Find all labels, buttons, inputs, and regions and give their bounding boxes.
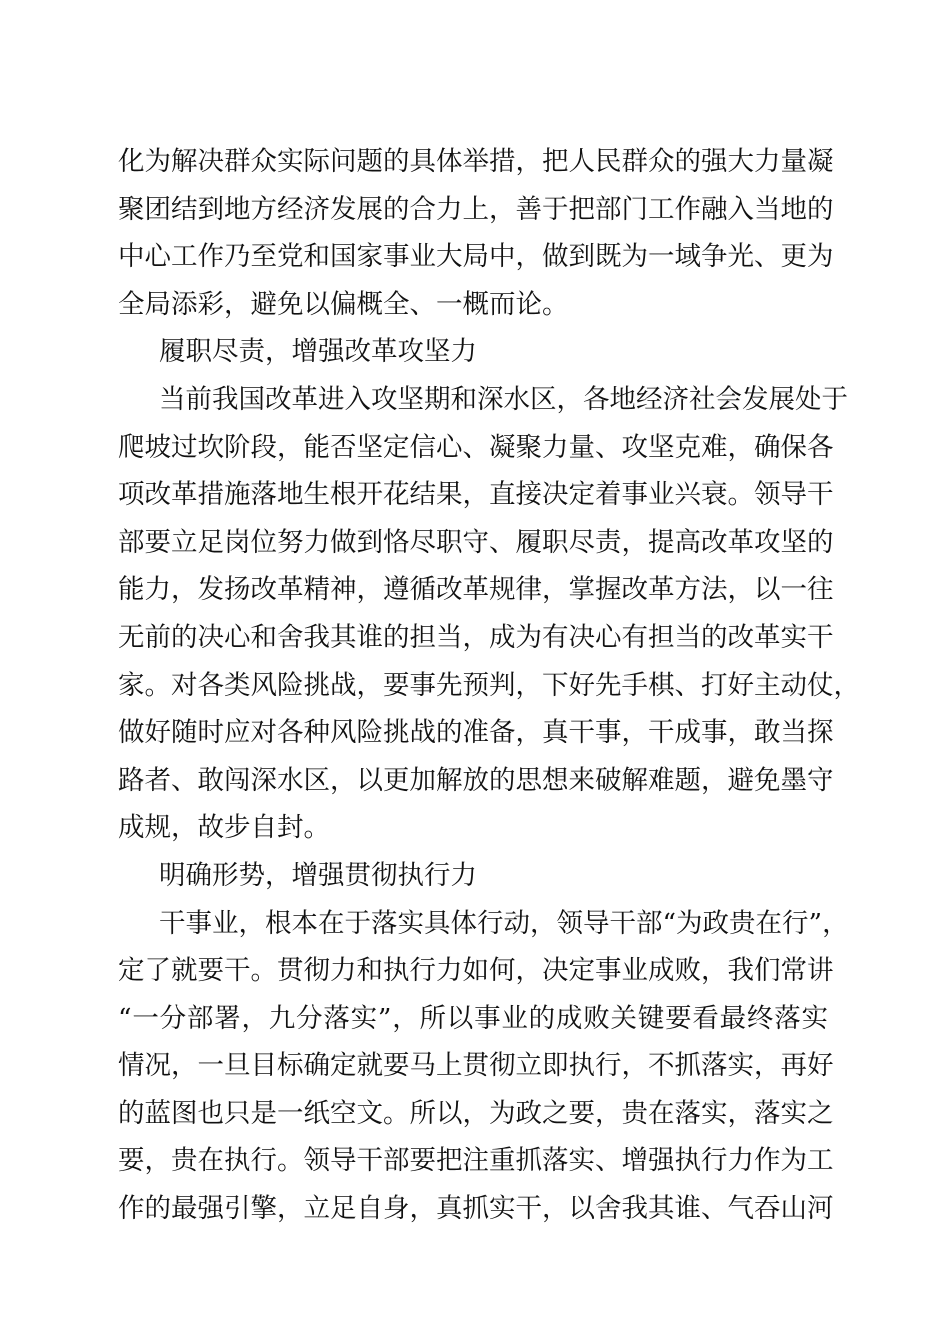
paragraph-line: 定了就要干。贯彻力和执行力如何，决定事业成败，我们常讲: [118, 955, 834, 987]
paragraph-line: 当前我国改革进入攻坚期和深水区，各地经济社会发展处于: [159, 383, 848, 415]
section-heading: 明确形势，增强贯彻执行力: [159, 859, 477, 891]
paragraph-line: 全局添彩，避免以偏概全、一概而论。: [118, 288, 569, 320]
paragraph-line: 家。对各类风险挑战，要事先预判，下好先手棋、打好主动仗，: [118, 669, 860, 701]
paragraph-line: 中心工作乃至党和国家事业大局中，做到既为一域争光、更为: [118, 241, 834, 273]
paragraph-line: 部要立足岗位努力做到恪尽职守、履职尽责，提高改革攻坚的: [118, 526, 834, 558]
paragraph-line: 作的最强引擎，立足自身，真抓实干，以舍我其谁、气吞山河: [118, 1193, 834, 1225]
paragraph-line: “一分部署，九分落实”，所以事业的成败关键要看最终落实: [118, 1002, 828, 1034]
paragraph-line: 聚团结到地方经济发展的合力上，善于把部门工作融入当地的: [118, 193, 834, 225]
paragraph-line: 干事业，根本在于落实具体行动，领导干部“为政贵在行”，: [159, 907, 849, 939]
paragraph-line: 化为解决群众实际问题的具体举措，把人民群众的强大力量凝: [118, 146, 834, 177]
section-heading: 履职尽责，增强改革攻坚力: [159, 336, 477, 368]
paragraph-line: 情况，一旦目标确定就要马上贯彻立即执行，不抓落实，再好: [118, 1050, 834, 1082]
paragraph-line: 做好随时应对各种风险挑战的准备，真干事，干成事，敢当探: [118, 717, 834, 749]
paragraph-line: 能力，发扬改革精神，遵循改革规律，掌握改革方法，以一往: [118, 574, 834, 606]
paragraph-line: 无前的决心和舍我其谁的担当，成为有决心有担当的改革实干: [118, 621, 834, 653]
body-text: [118, 138, 860, 1233]
paragraph-line: 项改革措施落地生根开花结果，直接决定着事业兴衰。领导干: [118, 479, 834, 511]
paragraph-line: 路者、敢闯深水区，以更加解放的思想来破解难题，避免墨守: [118, 764, 834, 796]
paragraph-line: 成规，故步自封。: [118, 812, 330, 844]
paragraph-line: 爬坡过坎阶段，能否坚定信心、凝聚力量、攻坚克难，确保各: [118, 431, 834, 463]
paragraph-line: 的蓝图也只是一纸空文。所以，为政之要，贵在落实，落实之: [118, 1097, 834, 1129]
paragraph-line: 要，贵在执行。领导干部要把注重抓落实、增强执行力作为工: [118, 1145, 834, 1177]
